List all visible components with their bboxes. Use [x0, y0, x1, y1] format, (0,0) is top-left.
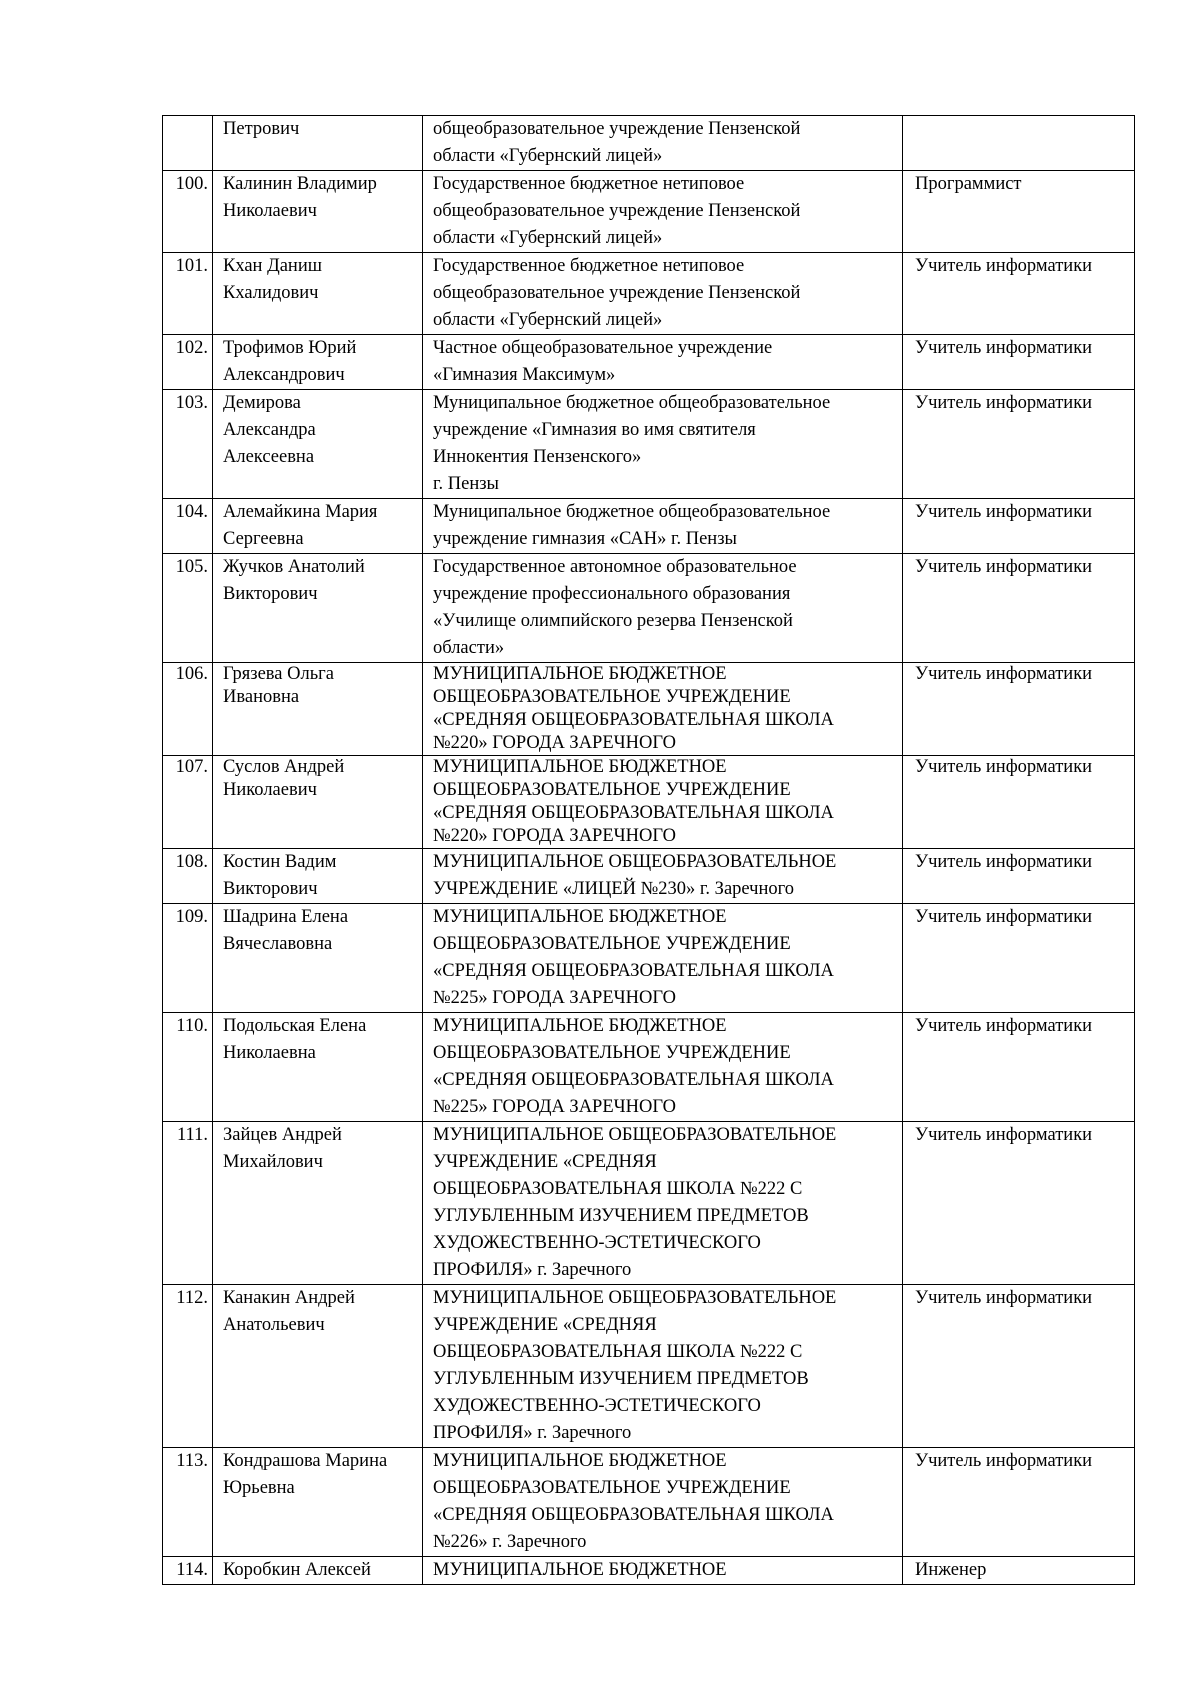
position-cell: Учитель информатики	[903, 1285, 1135, 1448]
position-cell: Учитель информатики	[903, 253, 1135, 335]
table-row	[163, 171, 1135, 253]
row-number: 100.	[163, 171, 213, 253]
position-cell: Программист	[903, 171, 1135, 253]
organization-line: №220» ГОРОДА ЗАРЕЧНОГО	[433, 826, 676, 846]
organization-line: №225» ГОРОДА ЗАРЕЧНОГО	[433, 1097, 676, 1117]
organization-cell	[423, 499, 903, 554]
person-name-line: Викторович	[223, 879, 318, 899]
person-name-line: Алемайкина Мария	[223, 502, 378, 522]
position-cell: Учитель информатики	[903, 849, 1135, 904]
position-cell: Учитель информатики	[903, 1013, 1135, 1122]
row-number	[163, 116, 213, 171]
person-name-line: Жучков Анатолий	[223, 557, 365, 577]
position-cell: Учитель информатики	[903, 390, 1135, 499]
organization-line: МУНИЦИПАЛЬНОЕ БЮДЖЕТНОЕ	[433, 907, 727, 927]
person-name-cell	[213, 335, 423, 390]
position-cell: Учитель информатики	[903, 499, 1135, 554]
person-name-line: Кондрашова Марина	[223, 1451, 388, 1471]
person-name-cell	[213, 253, 423, 335]
person-name-cell	[213, 904, 423, 1013]
organization-line: ОБЩЕОБРАЗОВАТЕЛЬНОЕ УЧРЕЖДЕНИЕ	[433, 1478, 791, 1498]
person-name-line: Кхалидович	[223, 283, 319, 303]
organization-line: МУНИЦИПАЛЬНОЕ БЮДЖЕТНОЕ	[433, 1560, 727, 1580]
position-cell: Учитель информатики	[903, 554, 1135, 663]
row-number: 114.	[163, 1557, 213, 1585]
person-name-cell	[213, 1557, 423, 1585]
organization-line: г. Пензы	[433, 474, 499, 494]
person-name-line: Ивановна	[223, 687, 300, 707]
table-row	[163, 253, 1135, 335]
organization-line: «СРЕДНЯЯ ОБЩЕОБРАЗОВАТЕЛЬНАЯ ШКОЛА	[433, 961, 834, 981]
person-name-line: Суслов Андрей	[223, 757, 345, 777]
organization-line: учреждение профессионального образования	[433, 584, 791, 604]
person-name-line: Юрьевна	[223, 1478, 295, 1498]
person-name-line: Канакин Андрей	[223, 1288, 355, 1308]
position-cell: Учитель информатики	[903, 904, 1135, 1013]
organization-line: МУНИЦИПАЛЬНОЕ ОБЩЕОБРАЗОВАТЕЛЬНОЕ	[433, 852, 837, 872]
organization-line: области «Губернский лицей»	[433, 310, 663, 330]
organization-line: УГЛУБЛЕННЫМ ИЗУЧЕНИЕМ ПРЕДМЕТОВ	[433, 1206, 809, 1226]
table-row	[163, 1557, 1135, 1585]
organization-cell	[423, 390, 903, 499]
person-name-line: Калинин Владимир	[223, 174, 377, 194]
organization-line: ОБЩЕОБРАЗОВАТЕЛЬНАЯ ШКОЛА №222 С	[433, 1179, 803, 1199]
organization-line: области»	[433, 638, 505, 658]
organization-cell	[423, 335, 903, 390]
organization-cell	[423, 1285, 903, 1448]
organization-cell	[423, 849, 903, 904]
organization-line: ХУДОЖЕСТВЕННО-ЭСТЕТИЧЕСКОГО	[433, 1396, 761, 1416]
organization-line: ОБЩЕОБРАЗОВАТЕЛЬНОЕ УЧРЕЖДЕНИЕ	[433, 1043, 791, 1063]
person-name-line: Зайцев Андрей	[223, 1125, 342, 1145]
organization-line: ОБЩЕОБРАЗОВАТЕЛЬНОЕ УЧРЕЖДЕНИЕ	[433, 780, 791, 800]
person-name-cell	[213, 554, 423, 663]
organization-cell	[423, 253, 903, 335]
organization-line: области «Губернский лицей»	[433, 228, 663, 248]
person-name-cell	[213, 499, 423, 554]
person-name-cell	[213, 1122, 423, 1285]
person-name-cell	[213, 1448, 423, 1557]
organization-line: «Гимназия Максимум»	[433, 365, 616, 385]
person-name-line: Демирова	[223, 393, 301, 413]
table-row	[163, 499, 1135, 554]
organization-cell	[423, 1557, 903, 1585]
person-name-line: Николаевна	[223, 1043, 316, 1063]
position-cell: Учитель информатики	[903, 663, 1135, 756]
organization-line: УГЛУБЛЕННЫМ ИЗУЧЕНИЕМ ПРЕДМЕТОВ	[433, 1369, 809, 1389]
row-number: 111.	[163, 1122, 213, 1285]
person-name-line: Грязева Ольга	[223, 664, 334, 684]
row-number: 113.	[163, 1448, 213, 1557]
person-name-line: Сергеевна	[223, 529, 304, 549]
table-row	[163, 1013, 1135, 1122]
organization-line: общеобразовательное учреждение Пензенской	[433, 283, 801, 303]
table-row	[163, 1448, 1135, 1557]
person-name-line: Александра	[223, 420, 316, 440]
person-name-line: Вячеславовна	[223, 934, 333, 954]
table-row	[163, 1285, 1135, 1448]
table-row	[163, 756, 1135, 849]
organization-line: ПРОФИЛЯ» г. Заречного	[433, 1260, 632, 1280]
table-row	[163, 1122, 1135, 1285]
position-cell	[903, 116, 1135, 171]
person-name-line: Коробкин Алексей	[223, 1560, 371, 1580]
organization-line: МУНИЦИПАЛЬНОЕ БЮДЖЕТНОЕ	[433, 664, 727, 684]
row-number: 108.	[163, 849, 213, 904]
organization-line: ОБЩЕОБРАЗОВАТЕЛЬНОЕ УЧРЕЖДЕНИЕ	[433, 687, 791, 707]
organization-line: МУНИЦИПАЛЬНОЕ БЮДЖЕТНОЕ	[433, 1451, 727, 1471]
row-number: 102.	[163, 335, 213, 390]
organization-line: Государственное автономное образовательное	[433, 557, 797, 577]
position-cell: Учитель информатики	[903, 1122, 1135, 1285]
organization-line: общеобразовательное учреждение Пензенской	[433, 201, 801, 221]
table-row	[163, 116, 1135, 171]
organization-line: Государственное бюджетное нетиповое	[433, 256, 745, 276]
organization-line: УЧРЕЖДЕНИЕ «ЛИЦЕЙ №230» г. Заречного	[433, 879, 794, 899]
organization-line: МУНИЦИПАЛЬНОЕ БЮДЖЕТНОЕ	[433, 1016, 727, 1036]
organization-line: «СРЕДНЯЯ ОБЩЕОБРАЗОВАТЕЛЬНАЯ ШКОЛА	[433, 1505, 834, 1525]
table-row	[163, 335, 1135, 390]
organization-line: ПРОФИЛЯ» г. Заречного	[433, 1423, 632, 1443]
person-name-line: Николаевич	[223, 780, 317, 800]
organization-cell	[423, 904, 903, 1013]
person-name-cell	[213, 1285, 423, 1448]
organization-line: Государственное бюджетное нетиповое	[433, 174, 745, 194]
organization-line: учреждение гимназия «САН» г. Пензы	[433, 529, 737, 549]
table-row	[163, 663, 1135, 756]
organization-line: области «Губернский лицей»	[433, 146, 663, 166]
row-number: 106.	[163, 663, 213, 756]
person-name-line: Михайлович	[223, 1152, 323, 1172]
person-name-line: Костин Вадим	[223, 852, 337, 872]
organization-line: ОБЩЕОБРАЗОВАТЕЛЬНОЕ УЧРЕЖДЕНИЕ	[433, 934, 791, 954]
table-body	[163, 116, 1135, 1585]
person-name-cell	[213, 390, 423, 499]
person-name-line: Анатольевич	[223, 1315, 325, 1335]
person-name-line: Кхан Даниш	[223, 256, 322, 276]
organization-cell	[423, 116, 903, 171]
person-name-line: Александрович	[223, 365, 345, 385]
organization-cell	[423, 171, 903, 253]
organization-line: №220» ГОРОДА ЗАРЕЧНОГО	[433, 733, 676, 753]
row-number: 112.	[163, 1285, 213, 1448]
person-name-cell	[213, 663, 423, 756]
table-row	[163, 849, 1135, 904]
row-number: 110.	[163, 1013, 213, 1122]
table-row	[163, 390, 1135, 499]
organization-cell	[423, 1013, 903, 1122]
row-number: 103.	[163, 390, 213, 499]
row-number: 104.	[163, 499, 213, 554]
organization-line: «СРЕДНЯЯ ОБЩЕОБРАЗОВАТЕЛЬНАЯ ШКОЛА	[433, 710, 834, 730]
organization-cell	[423, 1122, 903, 1285]
organization-line: МУНИЦИПАЛЬНОЕ ОБЩЕОБРАЗОВАТЕЛЬНОЕ	[433, 1125, 837, 1145]
position-cell: Учитель информатики	[903, 1448, 1135, 1557]
organization-line: ОБЩЕОБРАЗОВАТЕЛЬНАЯ ШКОЛА №222 С	[433, 1342, 803, 1362]
person-name-line: Подольская Елена	[223, 1016, 367, 1036]
person-name-cell	[213, 1013, 423, 1122]
person-name-cell	[213, 849, 423, 904]
organization-line: «СРЕДНЯЯ ОБЩЕОБРАЗОВАТЕЛЬНАЯ ШКОЛА	[433, 803, 834, 823]
organization-line: ХУДОЖЕСТВЕННО-ЭСТЕТИЧЕСКОГО	[433, 1233, 761, 1253]
organization-line: учреждение «Гимназия во имя святителя	[433, 420, 756, 440]
person-name-line: Петрович	[223, 119, 300, 139]
table-row	[163, 554, 1135, 663]
participants-table	[162, 115, 1135, 1585]
organization-cell	[423, 663, 903, 756]
person-name-cell	[213, 756, 423, 849]
organization-line: Иннокентия Пензенского»	[433, 447, 642, 467]
row-number: 109.	[163, 904, 213, 1013]
organization-line: общеобразовательное учреждение Пензенской	[433, 119, 801, 139]
person-name-line: Трофимов Юрий	[223, 338, 357, 358]
organization-line: Муниципальное бюджетное общеобразовательное	[433, 502, 831, 522]
organization-cell	[423, 1448, 903, 1557]
organization-line: МУНИЦИПАЛЬНОЕ ОБЩЕОБРАЗОВАТЕЛЬНОЕ	[433, 1288, 837, 1308]
person-name-cell	[213, 171, 423, 253]
person-name-line: Николаевич	[223, 201, 317, 221]
organization-line: «Училище олимпийского резерва Пензенской	[433, 611, 793, 631]
organization-line: №226» г. Заречного	[433, 1532, 587, 1552]
position-cell: Инженер	[903, 1557, 1135, 1585]
organization-line: Частное общеобразовательное учреждение	[433, 338, 773, 358]
organization-cell	[423, 756, 903, 849]
organization-line: УЧРЕЖДЕНИЕ «СРЕДНЯЯ	[433, 1315, 657, 1335]
position-cell: Учитель информатики	[903, 335, 1135, 390]
organization-line: МУНИЦИПАЛЬНОЕ БЮДЖЕТНОЕ	[433, 757, 727, 777]
row-number: 101.	[163, 253, 213, 335]
organization-line: УЧРЕЖДЕНИЕ «СРЕДНЯЯ	[433, 1152, 657, 1172]
organization-cell	[423, 554, 903, 663]
organization-line: №225» ГОРОДА ЗАРЕЧНОГО	[433, 988, 676, 1008]
person-name-line: Алексеевна	[223, 447, 315, 467]
person-name-line: Викторович	[223, 584, 318, 604]
row-number: 105.	[163, 554, 213, 663]
person-name-line: Шадрина Елена	[223, 907, 349, 927]
row-number: 107.	[163, 756, 213, 849]
table-row	[163, 904, 1135, 1013]
organization-line: Муниципальное бюджетное общеобразовательное	[433, 393, 831, 413]
position-cell: Учитель информатики	[903, 756, 1135, 849]
person-name-cell	[213, 116, 423, 171]
organization-line: «СРЕДНЯЯ ОБЩЕОБРАЗОВАТЕЛЬНАЯ ШКОЛА	[433, 1070, 834, 1090]
